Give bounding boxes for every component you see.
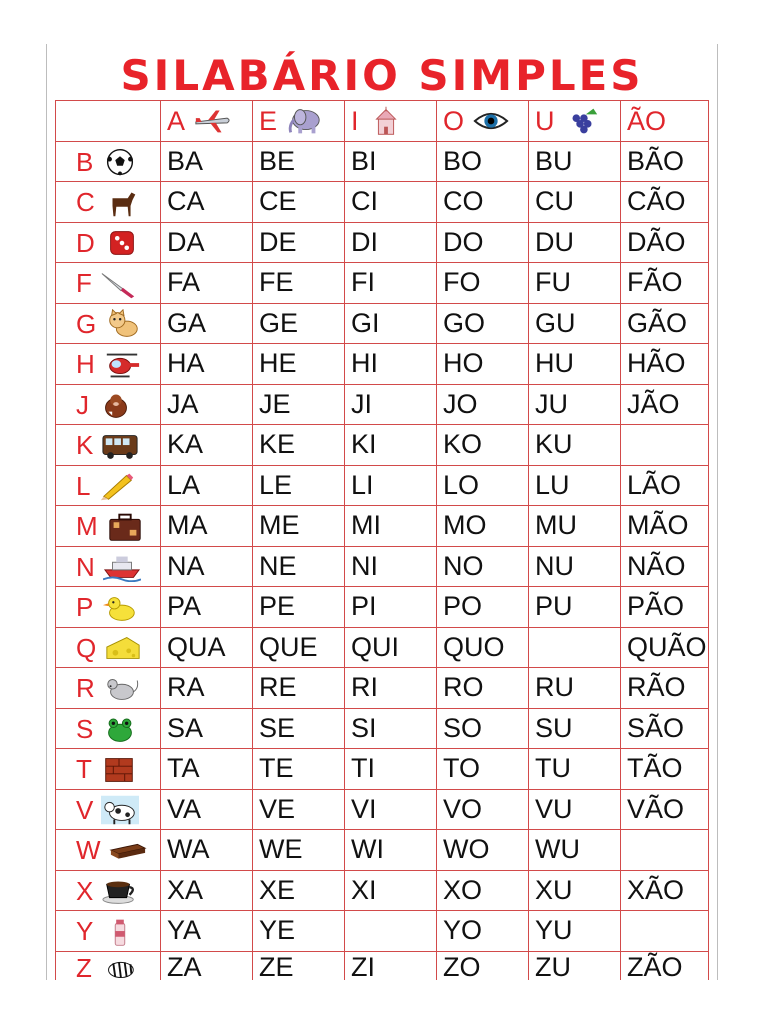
syllable-cell: XÃO: [621, 870, 709, 911]
syllable-cell: WI: [345, 830, 437, 871]
syllable-cell: TE: [253, 749, 345, 790]
syllable-cell: TU: [529, 749, 621, 790]
syllable-cell: CI: [345, 182, 437, 223]
syllable-cell: KO: [437, 425, 529, 466]
syllable-cell: HU: [529, 344, 621, 385]
syllable-cell: PO: [437, 587, 529, 628]
row-letter-cell: V: [56, 789, 161, 830]
syllable-cell: JÃO: [621, 384, 709, 425]
church-icon: [367, 106, 405, 136]
row-letter-cell: F: [56, 263, 161, 304]
syllable-cell: KI: [345, 425, 437, 466]
syllable-cell: RE: [253, 668, 345, 709]
syllable-cell: NA: [161, 546, 253, 587]
cat-icon: [104, 309, 142, 339]
dice-icon: [103, 228, 141, 258]
syllable-cell: QUÃO: [621, 627, 709, 668]
syllable-cell: SU: [529, 708, 621, 749]
pencil-icon: [98, 471, 136, 501]
syllable-cell: WO: [437, 830, 529, 871]
frog-icon: [101, 714, 139, 744]
syllable-cell: HI: [345, 344, 437, 385]
eye-icon: [472, 106, 510, 136]
syllable-cell: [345, 911, 437, 952]
syllable-cell: XA: [161, 870, 253, 911]
syllable-cell: BI: [345, 141, 437, 182]
syllable-cell: DO: [437, 222, 529, 263]
soccer-ball-icon: [101, 147, 139, 177]
table-row: [56, 141, 709, 182]
syllable-cell: WE: [253, 830, 345, 871]
corner-cell: [56, 101, 161, 142]
syllable-cell: RÃO: [621, 668, 709, 709]
syllable-cell: CU: [529, 182, 621, 223]
grapes-icon: [563, 106, 601, 136]
table-row: [56, 830, 709, 871]
syllable-cell: BÃO: [621, 141, 709, 182]
mouse-icon: [103, 674, 141, 704]
syllable-cell: ZU: [529, 951, 621, 980]
table-row: [56, 465, 709, 506]
syllable-cell: FU: [529, 263, 621, 304]
syllable-cell: TO: [437, 749, 529, 790]
syllable-cell: FO: [437, 263, 529, 304]
wafer-icon: [109, 836, 147, 866]
syllable-cell: XI: [345, 870, 437, 911]
zebra-icon: [100, 954, 138, 980]
brick-icon: [100, 755, 138, 785]
syllable-cell: SI: [345, 708, 437, 749]
table-row: [56, 182, 709, 223]
row-letter-cell: P: [56, 587, 161, 628]
boar-icon: [97, 390, 135, 420]
knife-icon: [100, 269, 138, 299]
syllable-cell: DE: [253, 222, 345, 263]
table-row: [56, 708, 709, 749]
syllable-cell: RO: [437, 668, 529, 709]
cup-icon: [101, 876, 139, 906]
syllable-cell: JA: [161, 384, 253, 425]
syllable-cell: LÃO: [621, 465, 709, 506]
syllable-cell: MI: [345, 506, 437, 547]
syllable-cell: JO: [437, 384, 529, 425]
header-vowel-3: O: [437, 101, 529, 142]
syllable-cell: MO: [437, 506, 529, 547]
row-letter-cell: W: [56, 830, 161, 871]
row-letter-cell: C: [56, 182, 161, 223]
row-letter-cell: X: [56, 870, 161, 911]
syllable-cell: MÃO: [621, 506, 709, 547]
syllable-cell: VI: [345, 789, 437, 830]
syllable-cell: ME: [253, 506, 345, 547]
table-row: [56, 789, 709, 830]
syllable-cell: GU: [529, 303, 621, 344]
syllable-cell: GA: [161, 303, 253, 344]
ship-icon: [103, 552, 141, 582]
suitcase-icon: [106, 512, 144, 542]
syllable-table: [55, 100, 709, 980]
syllable-cell: RA: [161, 668, 253, 709]
yogurt-icon: [101, 917, 139, 947]
syllable-cell: TA: [161, 749, 253, 790]
syllable-cell: LU: [529, 465, 621, 506]
table-row: [56, 263, 709, 304]
syllable-cell: VA: [161, 789, 253, 830]
syllable-cell: LI: [345, 465, 437, 506]
table-row: [56, 506, 709, 547]
row-letter-cell: B: [56, 141, 161, 182]
syllable-cell: NO: [437, 546, 529, 587]
syllable-cell: PU: [529, 587, 621, 628]
syllable-cell: VU: [529, 789, 621, 830]
syllable-cell: KE: [253, 425, 345, 466]
header-vowel-2: I: [345, 101, 437, 142]
table-row: [56, 870, 709, 911]
syllable-cell: GO: [437, 303, 529, 344]
syllable-cell: WU: [529, 830, 621, 871]
helicopter-icon: [103, 350, 141, 380]
syllable-cell: BE: [253, 141, 345, 182]
syllable-cell: SE: [253, 708, 345, 749]
syllabary-sheet: [46, 44, 718, 980]
syllable-cell: YA: [161, 911, 253, 952]
syllable-cell: BO: [437, 141, 529, 182]
syllable-cell: MU: [529, 506, 621, 547]
row-letter-cell: K: [56, 425, 161, 466]
row-letter-cell: M: [56, 506, 161, 547]
cow-icon: [101, 795, 139, 825]
table-row: [56, 222, 709, 263]
cheese-icon: [104, 633, 142, 663]
row-letter-cell: Y: [56, 911, 161, 952]
syllable-cell: [621, 830, 709, 871]
syllable-cell: ZÃO: [621, 951, 709, 980]
syllable-cell: QUI: [345, 627, 437, 668]
syllable-cell: FE: [253, 263, 345, 304]
table-row: [56, 951, 709, 980]
syllable-cell: NE: [253, 546, 345, 587]
syllable-cell: QUE: [253, 627, 345, 668]
syllable-cell: JU: [529, 384, 621, 425]
syllable-cell: LO: [437, 465, 529, 506]
header-vowel-4: U: [529, 101, 621, 142]
syllable-cell: JI: [345, 384, 437, 425]
syllable-cell: RU: [529, 668, 621, 709]
table-row: [56, 587, 709, 628]
syllable-cell: CE: [253, 182, 345, 223]
syllable-cell: FA: [161, 263, 253, 304]
syllable-cell: HÃO: [621, 344, 709, 385]
syllable-cell: MA: [161, 506, 253, 547]
syllable-cell: DI: [345, 222, 437, 263]
syllable-cell: SA: [161, 708, 253, 749]
table-row: [56, 911, 709, 952]
table-row: [56, 384, 709, 425]
syllable-cell: XE: [253, 870, 345, 911]
syllable-cell: VÃO: [621, 789, 709, 830]
syllable-cell: KU: [529, 425, 621, 466]
syllable-cell: NI: [345, 546, 437, 587]
syllable-cell: SÃO: [621, 708, 709, 749]
row-letter-cell: G: [56, 303, 161, 344]
table-row: [56, 627, 709, 668]
table-row: [56, 749, 709, 790]
syllable-cell: CO: [437, 182, 529, 223]
syllable-cell: FÃO: [621, 263, 709, 304]
airplane-icon: [193, 106, 231, 136]
page-title: SILABÁRIO SIMPLES: [120, 51, 644, 100]
syllable-cell: LA: [161, 465, 253, 506]
syllable-cell: TÃO: [621, 749, 709, 790]
syllable-cell: YE: [253, 911, 345, 952]
syllable-cell: PE: [253, 587, 345, 628]
syllable-cell: JE: [253, 384, 345, 425]
row-letter-cell: L: [56, 465, 161, 506]
syllable-cell: [529, 627, 621, 668]
syllable-cell: NÃO: [621, 546, 709, 587]
syllable-cell: SO: [437, 708, 529, 749]
syllable-cell: GI: [345, 303, 437, 344]
syllable-cell: YU: [529, 911, 621, 952]
table-row: [56, 668, 709, 709]
syllable-cell: FI: [345, 263, 437, 304]
syllable-cell: RI: [345, 668, 437, 709]
syllable-cell: WA: [161, 830, 253, 871]
row-letter-cell: N: [56, 546, 161, 587]
syllable-cell: NU: [529, 546, 621, 587]
row-letter-cell: D: [56, 222, 161, 263]
header-vowel-0: A: [161, 101, 253, 142]
syllable-cell: XO: [437, 870, 529, 911]
table-row: [56, 546, 709, 587]
row-letter-cell: H: [56, 344, 161, 385]
syllable-cell: KA: [161, 425, 253, 466]
syllable-cell: [621, 425, 709, 466]
row-letter-cell: Z: [56, 951, 161, 980]
table-row: [56, 425, 709, 466]
syllable-cell: TI: [345, 749, 437, 790]
syllable-cell: PA: [161, 587, 253, 628]
header-vowel-1: E: [253, 101, 345, 142]
row-letter-cell: Q: [56, 627, 161, 668]
row-letter-cell: R: [56, 668, 161, 709]
bus-icon: [101, 431, 139, 461]
row-letter-cell: J: [56, 384, 161, 425]
header-vowel-5: ÃO: [621, 101, 709, 142]
syllable-cell: DÃO: [621, 222, 709, 263]
duck-icon: [101, 593, 139, 623]
syllable-cell: VO: [437, 789, 529, 830]
syllable-cell: HA: [161, 344, 253, 385]
table-row: [56, 344, 709, 385]
horse-icon: [103, 188, 141, 218]
row-letter-cell: S: [56, 708, 161, 749]
syllable-cell: ZA: [161, 951, 253, 980]
syllable-cell: PÃO: [621, 587, 709, 628]
syllable-cell: CA: [161, 182, 253, 223]
syllable-cell: LE: [253, 465, 345, 506]
syllable-cell: XU: [529, 870, 621, 911]
syllable-cell: GE: [253, 303, 345, 344]
syllable-cell: GÃO: [621, 303, 709, 344]
syllable-cell: DA: [161, 222, 253, 263]
syllable-cell: CÃO: [621, 182, 709, 223]
syllable-cell: ZE: [253, 951, 345, 980]
table-row: [56, 303, 709, 344]
syllable-cell: BU: [529, 141, 621, 182]
syllable-cell: ZI: [345, 951, 437, 980]
syllable-cell: PI: [345, 587, 437, 628]
syllable-cell: HE: [253, 344, 345, 385]
syllable-cell: BA: [161, 141, 253, 182]
header-row: [56, 101, 709, 142]
syllable-cell: VE: [253, 789, 345, 830]
syllable-cell: ZO: [437, 951, 529, 980]
syllable-cell: DU: [529, 222, 621, 263]
syllable-cell: YO: [437, 911, 529, 952]
row-letter-cell: T: [56, 749, 161, 790]
elephant-icon: [285, 106, 323, 136]
syllable-cell: QUA: [161, 627, 253, 668]
syllable-cell: HO: [437, 344, 529, 385]
syllable-cell: [621, 911, 709, 952]
syllable-cell: QUO: [437, 627, 529, 668]
